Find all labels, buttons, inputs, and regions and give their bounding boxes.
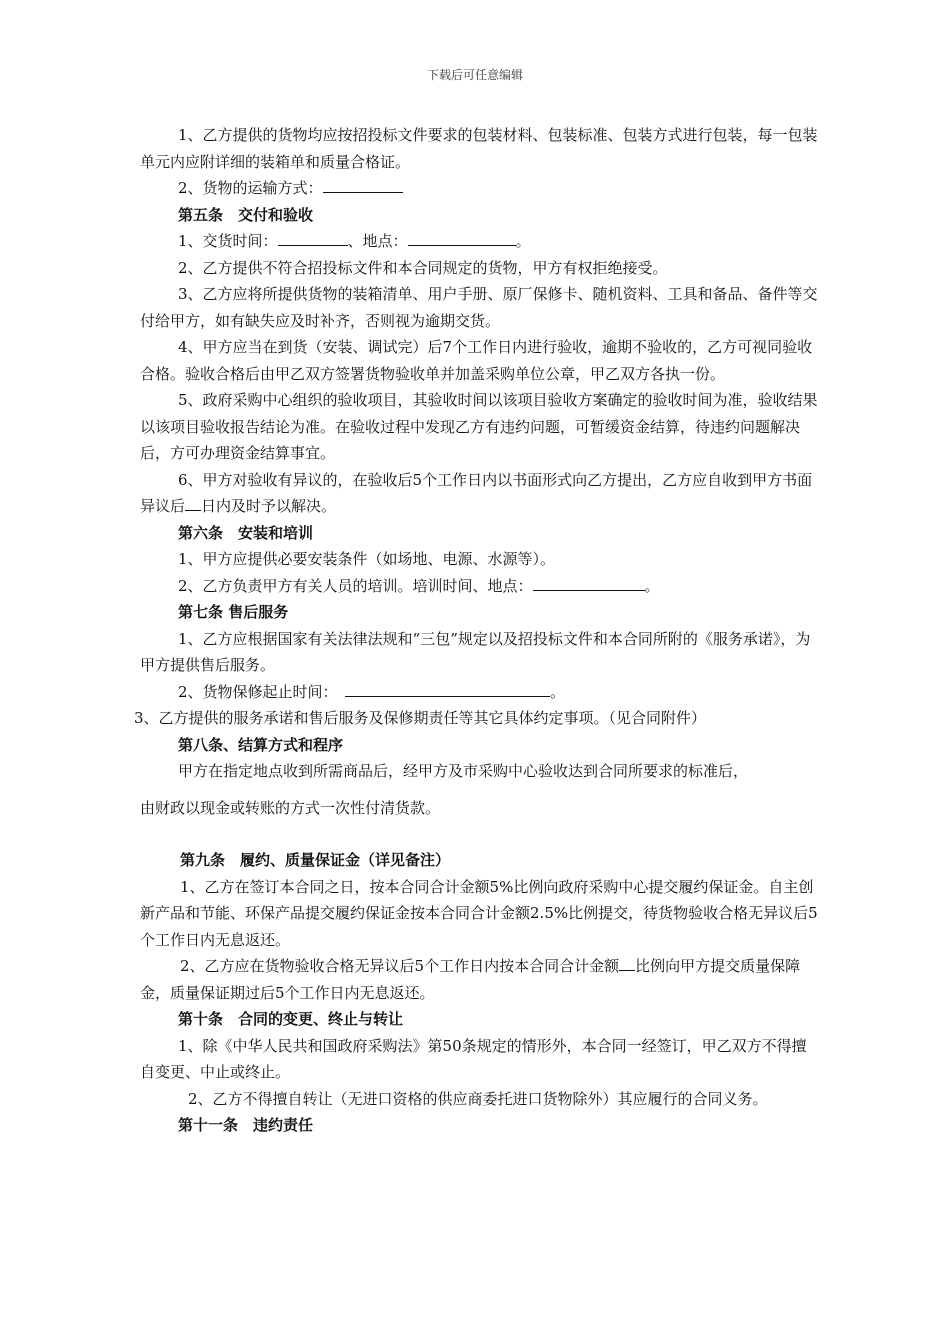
clause-procurement-acceptance: 5、政府采购中心组织的验收项目，其验收时间以该项目验收方案确定的验收时间为准，验收结果以该项目验收报告结论为准。在验收过程中发现乙方有违约问题，可暂缓资金结算，待违约问题解决后，方可办理资金结算事宜。 — [140, 391, 818, 462]
page-header: 下载后可任意编辑 — [426, 68, 523, 82]
contract-body — [134, 122, 820, 1139]
clause-after-sales: 1、乙方应根据国家有关法律法规和“三包”规定以及招投标文件和本合同所附的《服务承诺》，为甲方提供售后服务。 — [140, 629, 811, 674]
article-10-heading: 第十条 合同的变更、终止与转让 — [178, 1010, 404, 1028]
article-11-heading: 第十一条 违约责任 — [178, 1116, 314, 1134]
clause-delivery-time: 1、交货时间： 、地点： 。 — [178, 232, 531, 250]
article-6-heading: 第六条 安装和培训 — [178, 523, 314, 542]
clause-objection: 6、甲方对验收有异议的，在验收后5个工作日内以书面形式向乙方提出，乙方应自收到甲方书面异议后 日内及时予以解决。 — [140, 470, 813, 515]
clause-warranty-period: 2、货物保修起止时间： 。 — [178, 682, 566, 701]
article-8-heading: 第八条、结算方式和程序 — [178, 735, 344, 754]
article-9-heading: 第九条 履约、质量保证金（详见备注） — [180, 851, 451, 869]
warranty-blank — [345, 681, 550, 697]
clause-service-commitment: 3、乙方提供的服务承诺和售后服务及保修期责任等其它具体约定事项。（见合同附件） — [134, 709, 707, 727]
clause-quality-bond: 2、乙方应在货物验收合格无异议后5个工作日内按本合同合计金额 比例向甲方提交质量保障金，质量保证期过后5个工作日内无息返还。 — [140, 957, 801, 1002]
training-blank — [533, 575, 645, 591]
spacer — [140, 821, 820, 847]
delivery-place-blank — [408, 230, 516, 246]
clause-settlement-2: 由财政以现金或转账的方式一次性付清货款。 — [140, 798, 441, 817]
clause-reject: 2、乙方提供不符合招投标文件和本合同规定的货物，甲方有权拒绝接受。 — [178, 258, 668, 277]
clause-acceptance: 4、甲方应当在到货（安装、调试完）后7个工作日内进行验收，逾期不验收的，乙方可视同验收合格。验收合格后由甲乙双方签署货物验收单并加盖采购单位公章，甲乙双方各执一份。 — [140, 338, 813, 383]
clause-settlement-1: 甲方在指定地点收到所需商品后，经甲方及市采购中心验收达到合同所要求的标准后， — [178, 762, 749, 780]
clause-install-conditions: 1、甲方应提供必要安装条件（如场地、电源、水源等）。 — [178, 550, 556, 568]
clause-packaging: 1、乙方提供的货物均应按招投标文件要求的包装材料、包装标准、包装方式进行包装，每一包装单元内应附详细的装箱单和质量合格证。 — [140, 126, 818, 171]
article-7-heading: 第七条 售后服务 — [178, 603, 289, 621]
clause-training: 2、乙方负责甲方有关人员的培训。培训时间、地点： 。 — [178, 576, 660, 595]
transport-blank — [323, 177, 403, 193]
clause-transport: 2、货物的运输方式： — [140, 175, 820, 202]
delivery-time-blank — [278, 230, 348, 246]
objection-days-blank — [185, 495, 201, 511]
clause-no-transfer: 2、乙方不得擅自转让（无进口资格的供应商委托进口货物除外）其应履行的合同义务。 — [188, 1089, 768, 1108]
clause-no-change: 1、除《中华人民共和国政府采购法》第50条规定的情形外，本合同一经签订，甲乙双方不得擅自变更、中止或终止。 — [140, 1036, 807, 1081]
clause-performance-bond: 1、乙方在签订本合同之日，按本合同合计金额5%比例向政府采购中心提交履约保证金。自主创新产品和节能、环保产品提交履约保证金按本合同合计金额2.5%比例提交，待货物验收合格无异议后5个工作日内无息返还。 — [140, 877, 818, 949]
quality-ratio-blank — [619, 955, 635, 971]
article-5-heading: 第五条 交付和验收 — [178, 205, 314, 224]
clause-documents: 3、乙方应将所提供货物的装箱清单、用户手册、原厂保修卡、随机资料、工具和备品、备件等交付给甲方，如有缺失应及时补齐，否则视为逾期交货。 — [140, 285, 818, 330]
